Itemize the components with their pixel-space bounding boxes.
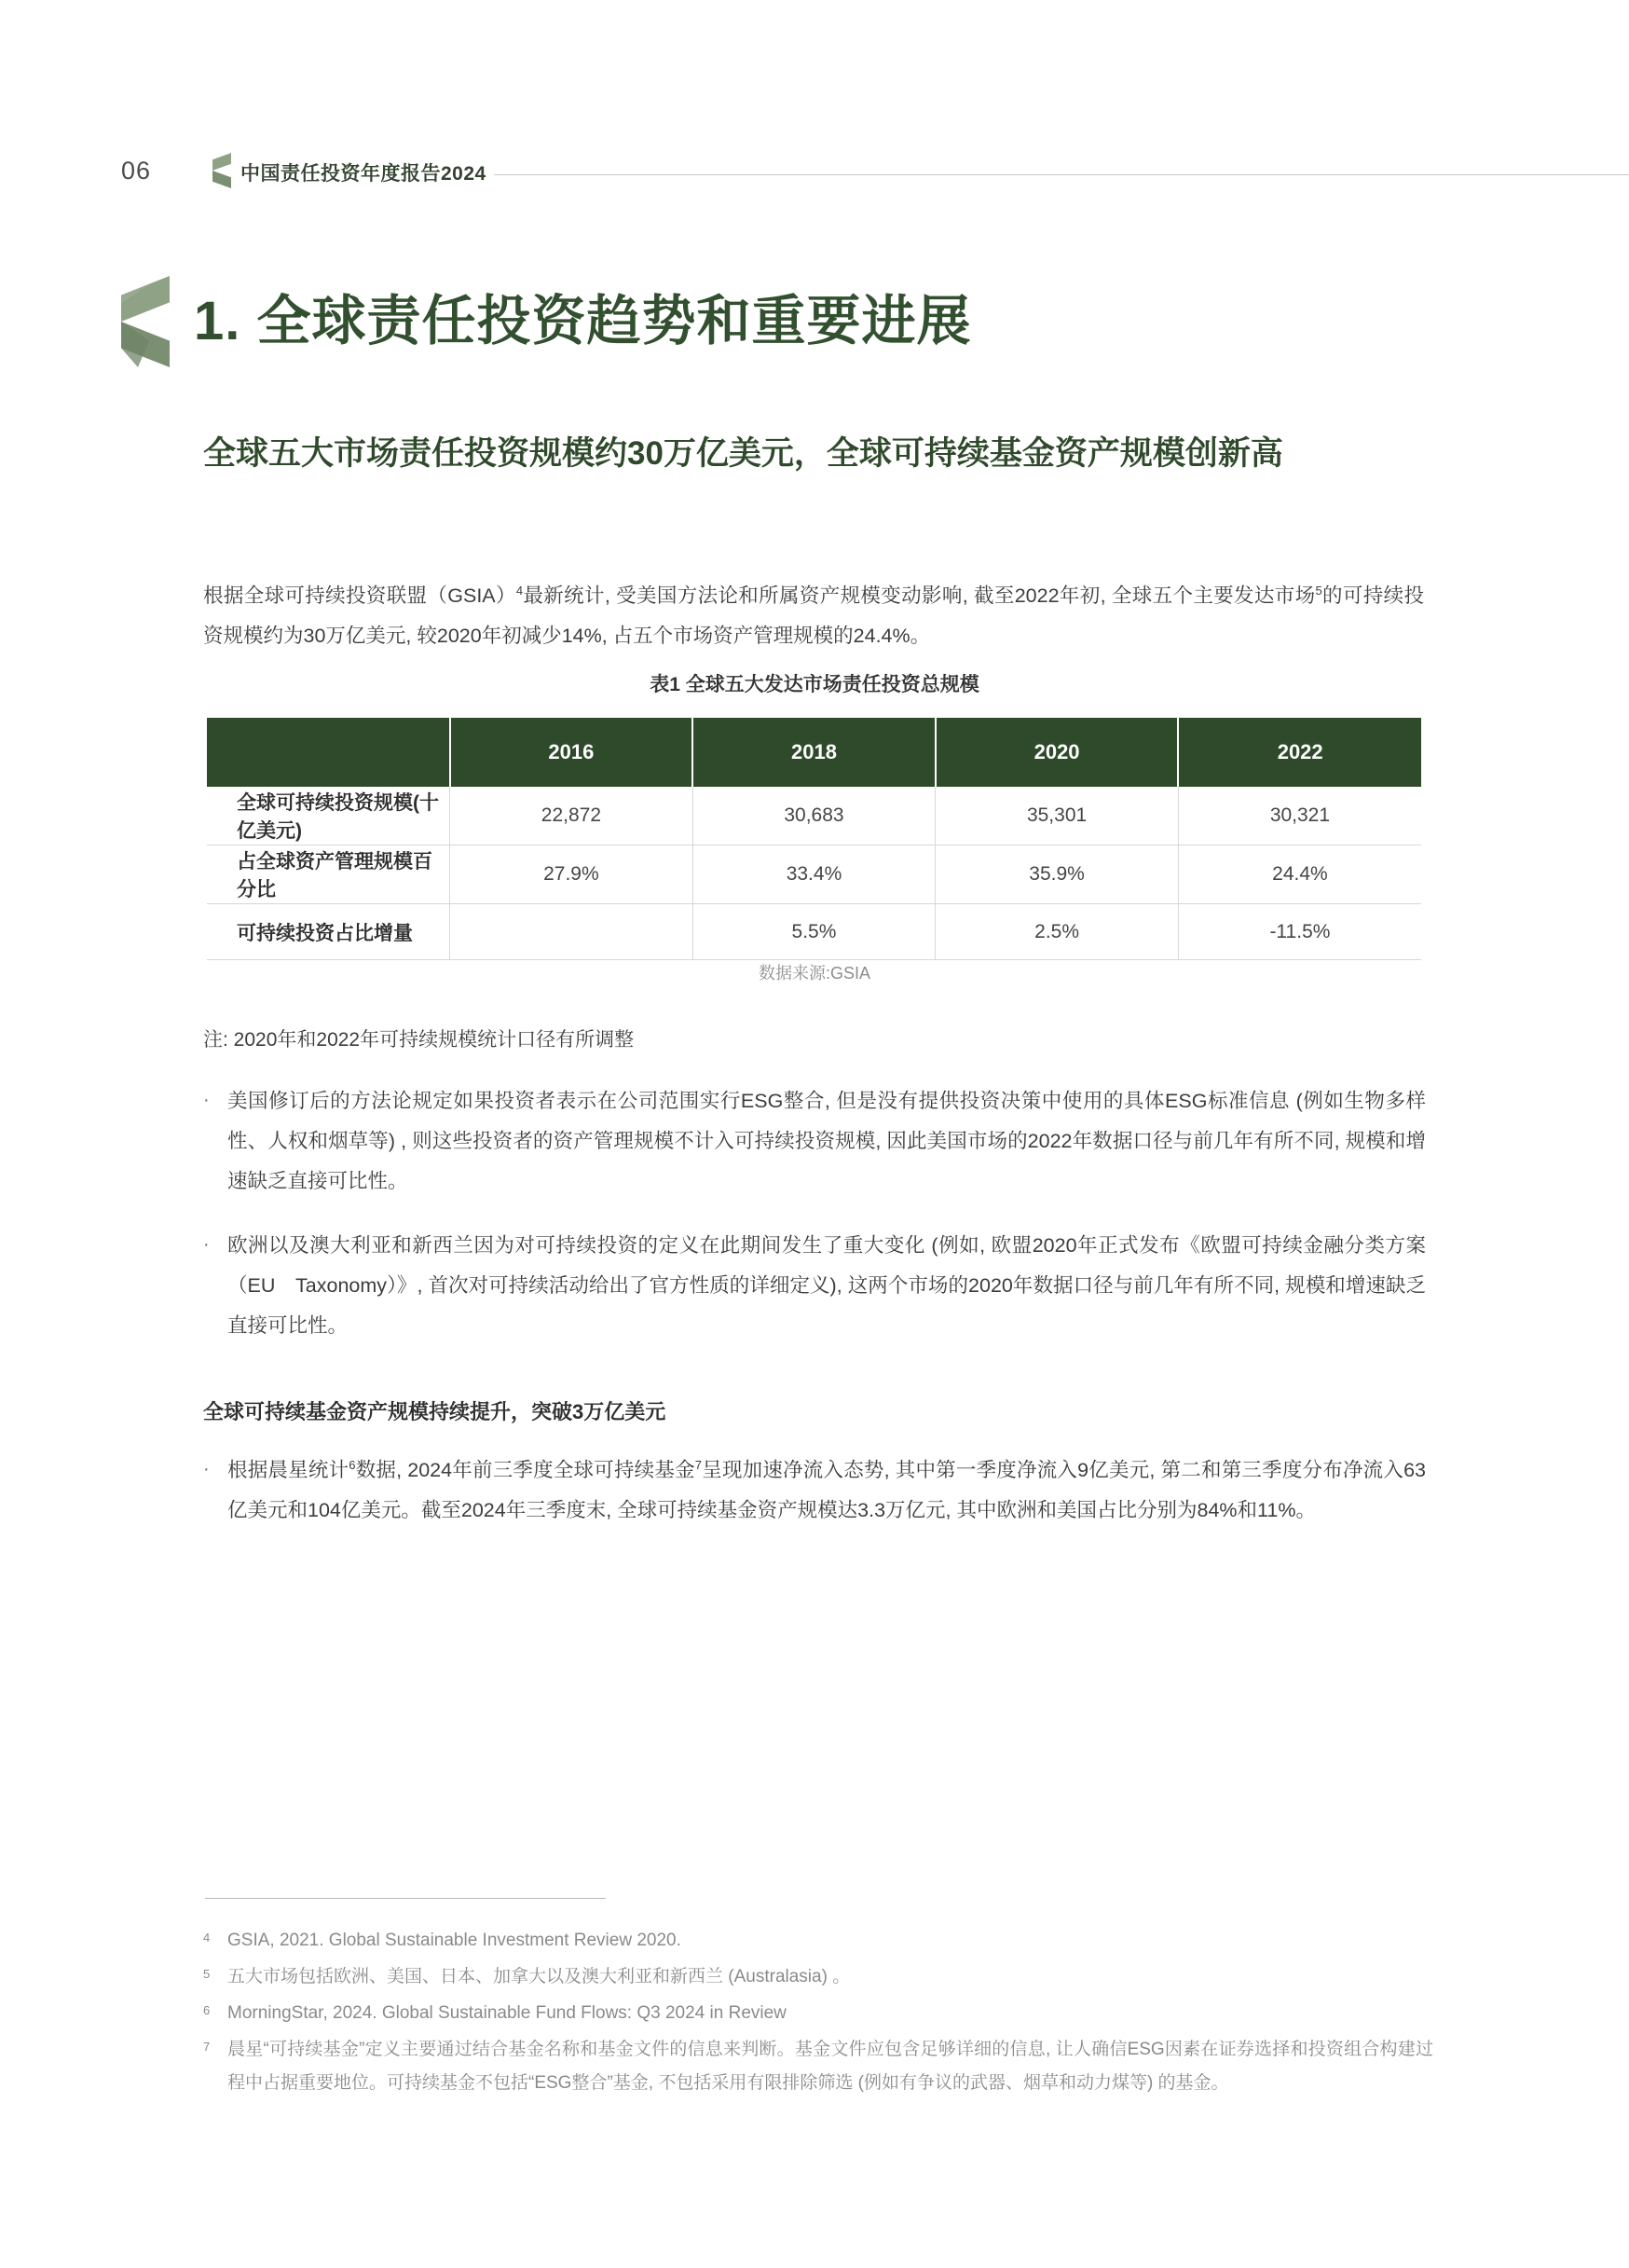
footnote-number: 7 [203,2040,211,2055]
table-cell: 2.5% [936,904,1179,960]
footnote-number: 5 [203,1967,211,1982]
list-item [203,1226,1426,1346]
bullet-dot-icon: · [203,1090,210,1110]
table-col-header-0 [207,718,450,787]
table-adjustment-note: 注: 2020年和2022年可持续规模统计口径有所调整 [203,1029,635,1051]
footnote-list [203,1924,1433,2103]
table-cell [450,904,693,960]
responsible-investment-table [207,718,1421,960]
table-cell: 30,683 [692,787,936,845]
chevron-mark-icon [212,153,231,188]
table-source-note: 数据来源:GSIA [758,964,870,983]
table-cell: 5.5% [692,904,936,960]
table-row [207,787,1421,845]
table-cell: 33.4% [692,845,936,904]
table-cell: 35.9% [936,845,1179,904]
table-col-header-2022: 2022 [1178,718,1421,787]
table-row [207,904,1421,960]
subsection-part-2: 数据, 2024年前三季度全球可持续基金 [355,1459,695,1481]
chevron-mark-large-icon [121,276,170,367]
footnote-text: MorningStar, 2024. Global Sustainable Fund Flows: Q3 2024 in Review [227,2003,787,2024]
page-title [121,276,972,367]
bullet-dot-icon: · [203,1459,210,1479]
footnote-item [203,1997,1433,2029]
subsection-part-1: 根据晨星统计 [227,1459,349,1481]
table-cell: -11.5% [1178,904,1421,960]
table-col-header-2018: 2018 [692,718,936,787]
table-row-label: 可持续投资占比增量 [207,904,450,960]
footnote-ref-7[interactable]: 7 [694,1457,703,1472]
footnote-item [203,1924,1433,1957]
footnote-text: 晨星“可持续基金”定义主要通过结合基金名称和基金文件的信息来判断。基金文件应包含足够详细的信息, 让人确信ESG因素在证券选择和投资组合构建过程中占据重要地位。可持续基金不包括“ESG整合”基金, 不包括采用有限排除筛选 (例如有争议的武器、烟草和动力煤等) 的基金。 [227,2040,1433,2093]
table-header-row [207,718,1421,787]
page-number: 06 [121,157,152,185]
lead-paragraph [203,576,1424,656]
footnote-item [203,2033,1433,2098]
bullet-dot-icon: · [203,1234,210,1255]
table-row-label: 占全球资产管理规模百分比 [207,845,450,904]
list-item [203,1450,1426,1531]
table-caption: 表1 全球五大发达市场责任投资总规模 [650,674,979,695]
table-cell: 35,301 [936,787,1179,845]
subsection-heading: 全球可持续基金资产规模持续提升，突破3万亿美元 [203,1400,666,1423]
page-title-text: 1. 全球责任投资趋势和重要进展 [194,291,972,351]
section-heading: 全球五大市场责任投资规模约30万亿美元，全球可持续基金资产规模创新高 [203,435,1283,472]
list-item [203,1081,1426,1202]
list-item-text: 欧洲以及澳大利亚和新西兰因为对可持续投资的定义在此期间发生了重大变化 (例如, 欧盟2020年正式发布《欧盟可持续金融分类方案（EU Taxonomy）》, 首次对可持续活动给出了官方性质的详细定义), 这两个市场的2020年数据口径与前几年有所不同, 规模和增速缺乏直接可比性。 [227,1234,1426,1337]
footnote-ref-5[interactable]: 5 [1315,583,1322,598]
table-cell: 22,872 [450,787,693,845]
table-col-header-2016: 2016 [450,718,693,787]
list-item-text: 美国修订后的方法论规定如果投资者表示在公司范围实行ESG整合, 但是没有提供投资决策中使用的具体ESG标准信息 (例如生物多样性、人权和烟草等) , 则这些投资者的资产管理规模不计入可持续投资规模, 因此美国市场的2022年数据口径与前几年有所不同, 规模和增速缺乏直接可比性。 [227,1090,1426,1192]
footnote-divider [205,1898,606,1899]
subsection-part-3: 呈现加速净流入态势, 其中第一季度净流入9亿美元, 第二和第三季度分布净流入63亿美元和104亿美元。截至2024年三季度末, 全球可持续基金资产规模达3.3万亿元, 其中欧洲和美国占比分别为84%和11%。 [227,1459,1426,1521]
footnote-ref-6[interactable]: 6 [349,1457,356,1472]
footnote-number: 4 [203,1931,211,1945]
lead-part-2: 最新统计, 受美国方法论和所属资产规模变动影响, 截至2022年初, 全球五个主要发达市场 [523,584,1316,607]
lead-part-3: 的可持续投资规模约为30万亿美元, 较2020年初减少14%, 占五个市场资产管理规模的24.4%。 [203,584,1424,647]
table-row-label: 全球可持续投资规模(十亿美元) [207,787,450,845]
notes-bullet-list [203,1081,1426,1370]
table-cell: 27.9% [450,845,693,904]
footnote-number: 6 [203,2003,211,2018]
footnote-text: 五大市场包括欧洲、美国、日本、加拿大以及澳大利亚和新西兰 (Australasia) 。 [227,1967,851,1987]
table-cell: 30,321 [1178,787,1421,845]
list-item-text [227,1450,1426,1531]
header-divider [494,174,1629,175]
table-cell: 24.4% [1178,845,1421,904]
subsection-bullet-list [203,1450,1426,1555]
footnote-ref-4[interactable]: 4 [515,583,524,598]
table-col-header-2020: 2020 [936,718,1179,787]
footnote-text: GSIA, 2021. Global Sustainable Investment Review 2020. [227,1931,681,1950]
table-row [207,845,1421,904]
lead-part-1: 根据全球可持续投资联盟（GSIA） [203,584,516,607]
footnote-item [203,1960,1433,1993]
running-header-title: 中国责任投资年度报告2024 [240,163,486,185]
